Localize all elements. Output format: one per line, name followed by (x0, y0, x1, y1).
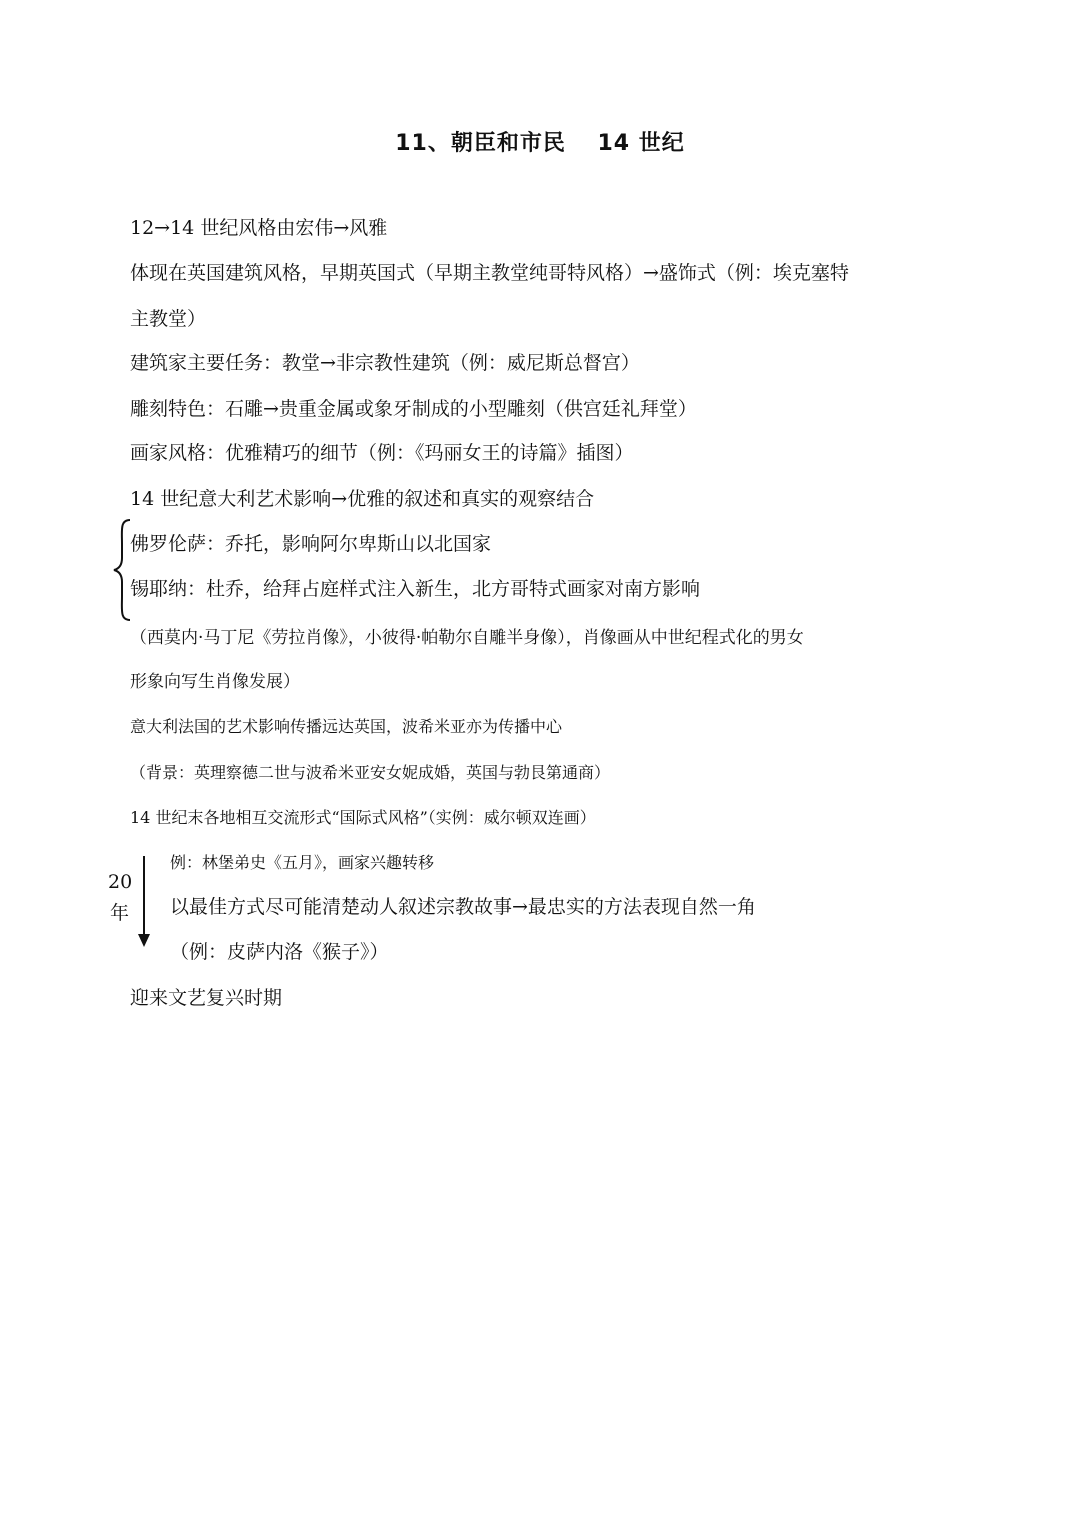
text-line-17: （例：皮萨内洛《猴子》） (170, 941, 389, 963)
text-line-4: 建筑家主要任务：教堂→非宗教性建筑（例：威尼斯总督宫） (130, 352, 640, 374)
text-line-11: 形象向写生肖像发展） (130, 672, 300, 692)
text-line-9: 锡耶纳：杜乔，给拜占庭样式注入新生，北方哥特式画家对南方影响 (130, 578, 701, 600)
timeline-number: 20 (108, 871, 133, 893)
text-line-16: 以最佳方式尽可能清楚动人叙述宗教故事→最忠实的方法表现自然一角 (170, 896, 756, 918)
text-line-8: 佛罗伦萨：乔托，影响阿尔卑斯山以北国家 (130, 533, 492, 555)
text-line-2: 体现在英国建筑风格，早期英国式（早期主教堂纯哥特风格）→盛饰式（例：埃克塞特 (130, 262, 849, 284)
text-line-15: 例：林堡弟史《五月》，画家兴趣转移 (170, 853, 435, 872)
page-title: 11、朝臣和市民 14 世纪 (395, 131, 685, 156)
text-line-12: 意大利法国的艺术影响传播远达英国，波希米亚亦为传播中心 (130, 717, 563, 736)
timeline-unit: 年 (110, 902, 130, 924)
text-line-6: 画家风格：优雅精巧的细节（例：《玛丽女王的诗篇》插图） (130, 442, 634, 464)
text-line-13: （背景：英理察德二世与波希米亚安女妮成婚，英国与勃艮第通商） (130, 763, 611, 782)
text-line-5: 雕刻特色：石雕→贵重金属或象牙制成的小型雕刻（供宫廷礼拜堂） (130, 398, 697, 420)
text-line-18: 迎来文艺复兴时期 (130, 987, 283, 1009)
text-line-10: （西莫内·马丁尼《劳拉肖像》，小彼得·帕勒尔自雕半身像），肖像画从中世纪程式化的男女 (130, 628, 804, 648)
text-line-3: 主教堂） (130, 308, 207, 330)
text-line-7: 14 世纪意大利艺术影响→优雅的叙述和真实的观察结合 (130, 488, 595, 510)
down-arrow-icon (136, 856, 152, 948)
text-line-14: 14 世纪末各地相互交流形式“国际式风格”（实例：威尔顿双连画） (130, 808, 596, 827)
text-line-1: 12→14 世纪风格由宏伟→风雅 (130, 217, 388, 239)
